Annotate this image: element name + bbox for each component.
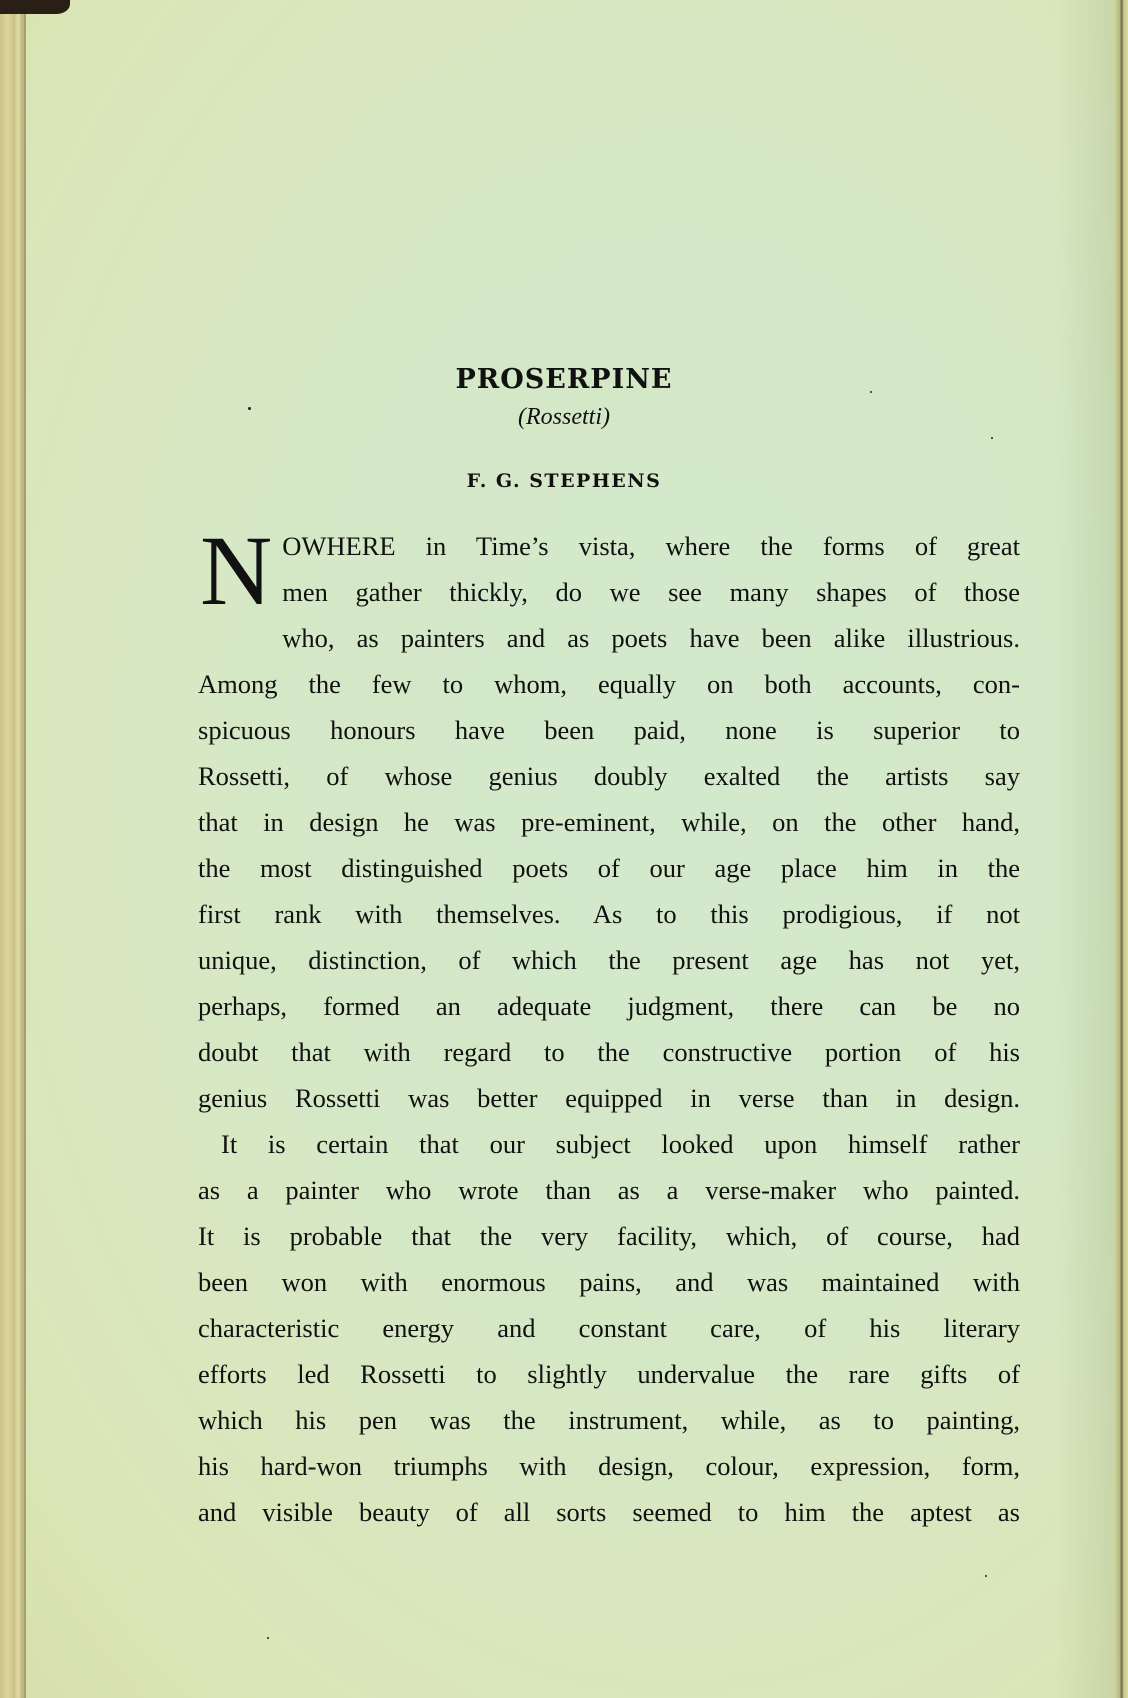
gutter-shadow	[1054, 0, 1114, 1698]
text-line: which his pen was the instrument, while, as to painting,	[198, 1405, 1020, 1435]
text-line: spicuous honours have been paid, none is superior to	[198, 715, 1020, 745]
article-title: PROSERPINE	[455, 364, 673, 395]
print-speck	[267, 1637, 269, 1639]
text-line: that in design he was pre-eminent, while, on the other hand,	[198, 807, 1020, 837]
text-line-paragraph-start: It is certain that our subject looked upon himself rather	[221, 1129, 1020, 1159]
text-line: men gather thickly, do we see many shapes of those	[282, 577, 1020, 607]
text-line: first rank with themselves. As to this prodigious, if not	[198, 899, 1020, 929]
text-line: the most distinguished poets of our age place him in the	[198, 853, 1020, 883]
print-speck	[991, 437, 993, 439]
drop-cap: N	[200, 515, 273, 626]
text-line: perhaps, formed an adequate judgment, there can be no	[198, 991, 1020, 1021]
text-line: doubt that with regard to the constructive portion of his	[198, 1037, 1020, 1067]
article-body	[198, 515, 1020, 1535]
print-speck	[985, 1575, 987, 1577]
text-line: genius Rossetti was better equipped in verse than in design.	[198, 1083, 1020, 1113]
article-author: F. G. STEPHENS	[466, 470, 662, 492]
text-line: OWHERE in Time’s vista, where the forms of great	[282, 531, 1020, 561]
book-cover-corner	[0, 0, 70, 14]
text-line: who, as painters and as poets have been alike illustrious.	[282, 623, 1020, 653]
text-line: as a painter who wrote than as a verse-maker who painted.	[198, 1175, 1020, 1205]
text-line: unique, distinction, of which the present age has not yet,	[198, 945, 1020, 975]
text-line: his hard-won triumphs with design, colour, expression, form,	[198, 1451, 1020, 1481]
text-line: Among the few to whom, equally on both accounts, con-	[198, 669, 1020, 699]
article-subtitle: (Rossetti)	[518, 404, 610, 430]
text-line: and visible beauty of all sorts seemed to him the aptest as	[198, 1497, 1020, 1527]
page-stack-edge-left	[0, 10, 26, 1698]
text-line: been won with enormous pains, and was maintained with	[198, 1267, 1020, 1297]
page-gutter-right	[1114, 0, 1128, 1698]
text-line: Rossetti, of whose genius doubly exalted the artists say	[198, 761, 1020, 791]
page-edge-line	[24, 10, 26, 1698]
text-line: efforts led Rossetti to slightly undervalue the rare gifts of	[198, 1359, 1020, 1389]
text-line: characteristic energy and constant care, of his literary	[198, 1313, 1020, 1343]
text-line: It is probable that the very facility, which, of course, had	[198, 1221, 1020, 1251]
